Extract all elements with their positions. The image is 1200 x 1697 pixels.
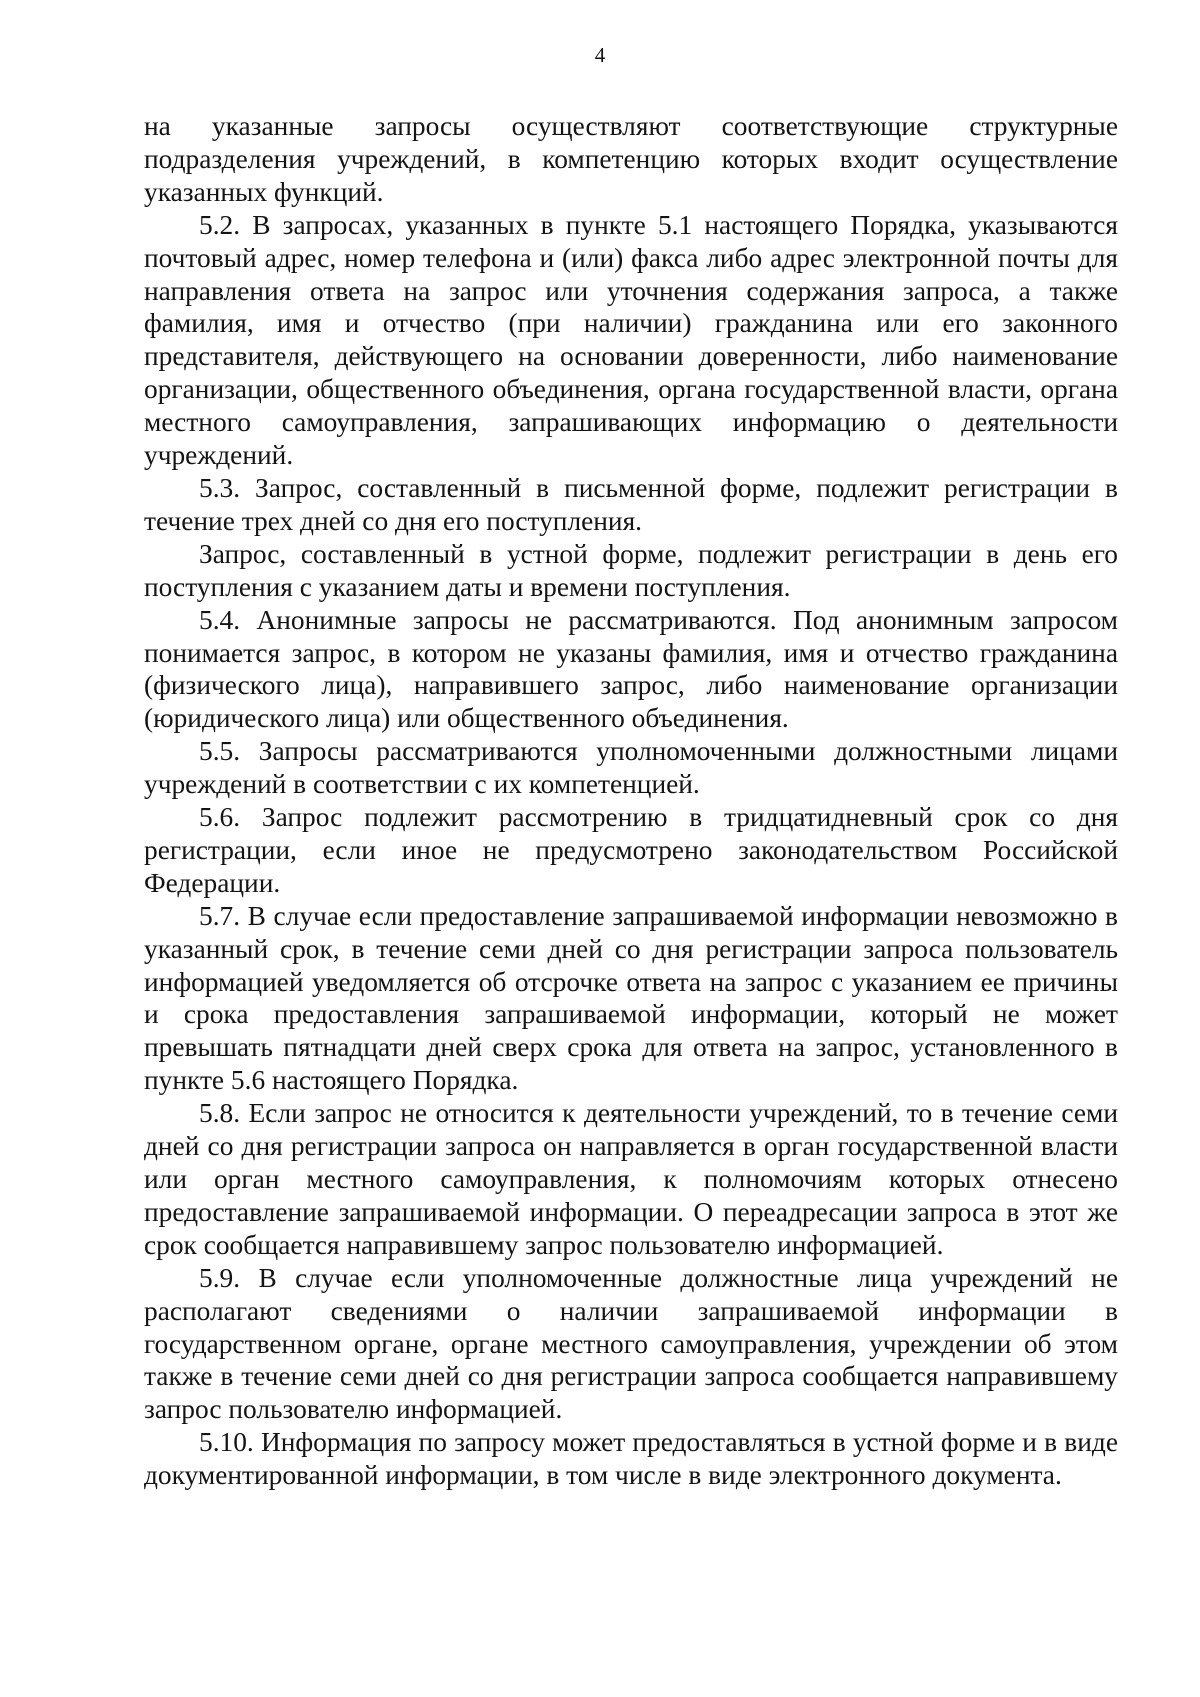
paragraph-continuation: на указанные запросы осуществляют соответствующие структурные подразделения учреждений, в компетенцию которых входит осуществление указанных функций.: [144, 111, 1118, 207]
paragraph-5-10: 5.10. Информация по запросу может предоставляться в устной форме и в виде документированной информации, в том числе в виде электронного документа.: [144, 1427, 1118, 1491]
document-body: [144, 110, 1118, 1492]
paragraph-5-7: 5.7. В случае если предоставление запрашиваемой информации невозможно в указанный срок, в течение семи дней со дня регистрации запроса пользователь информацией уведомляется об отсрочке ответа на запрос с указанием ее причины и срока предоставления запрашиваемой информации, который не может превышать пятнадцати дней сверх срока для ответа на запрос, установленного в пункте 5.6 настоящего Порядка.: [144, 900, 1118, 1096]
paragraph-5-3-oral: Запрос, составленный в устной форме, подлежит регистрации в день его поступления с указанием даты и времени поступления.: [144, 538, 1118, 602]
paragraph-5-6: 5.6. Запрос подлежит рассмотрению в тридцатидневный срок со дня регистрации, если иное не предусмотрено законодательством Российской Федерации.: [144, 802, 1118, 898]
paragraph-5-8: 5.8. Если запрос не относится к деятельности учреждений, то в течение семи дней со дня регистрации запроса он направляется в орган государственной власти или орган местного самоуправления, к полномочиям которых отнесено предоставление запрашиваемой информации. О переадресации запроса в этот же срок сообщается направившему запрос пользователю информацией.: [144, 1098, 1118, 1260]
paragraph-5-4: 5.4. Анонимные запросы не рассматриваются. Под анонимным запросом понимается запрос, в котором не указаны фамилия, имя и отчество гражданина (физического лица), направившего запрос, либо наименование организации (юридического лица) или общественного объединения.: [144, 604, 1118, 734]
paragraph-5-3: 5.3. Запрос, составленный в письменной форме, подлежит регистрации в течение трех дней со дня его поступления.: [144, 472, 1118, 536]
page-number: 4: [594, 43, 606, 67]
paragraph-5-5: 5.5. Запросы рассматриваются уполномоченными должностными лицами учреждений в соответствии с их компетенцией.: [144, 736, 1118, 800]
paragraph-5-9: 5.9. В случае если уполномоченные должностные лица учреждений не располагают сведениями о наличии запрашиваемой информации в государственном органе, органе местного самоуправления, учреждении об этом также в течение семи дней со дня регистрации запроса сообщается направившему запрос пользователю информацией.: [144, 1262, 1118, 1425]
paragraph-5-2: 5.2. В запросах, указанных в пункте 5.1 настоящего Порядка, указываются почтовый адрес, номер телефона и (или) факса либо адрес электронной почты для направления ответа на запрос или уточнения содержания запроса, а также фамилия, имя и отчество (при наличии) гражданина или его законного представителя, действующего на основании доверенности, либо наименование организации, общественного объединения, органа государственной власти, органа местного самоуправления, запрашивающих информацию о деятельности учреждений.: [144, 209, 1118, 471]
